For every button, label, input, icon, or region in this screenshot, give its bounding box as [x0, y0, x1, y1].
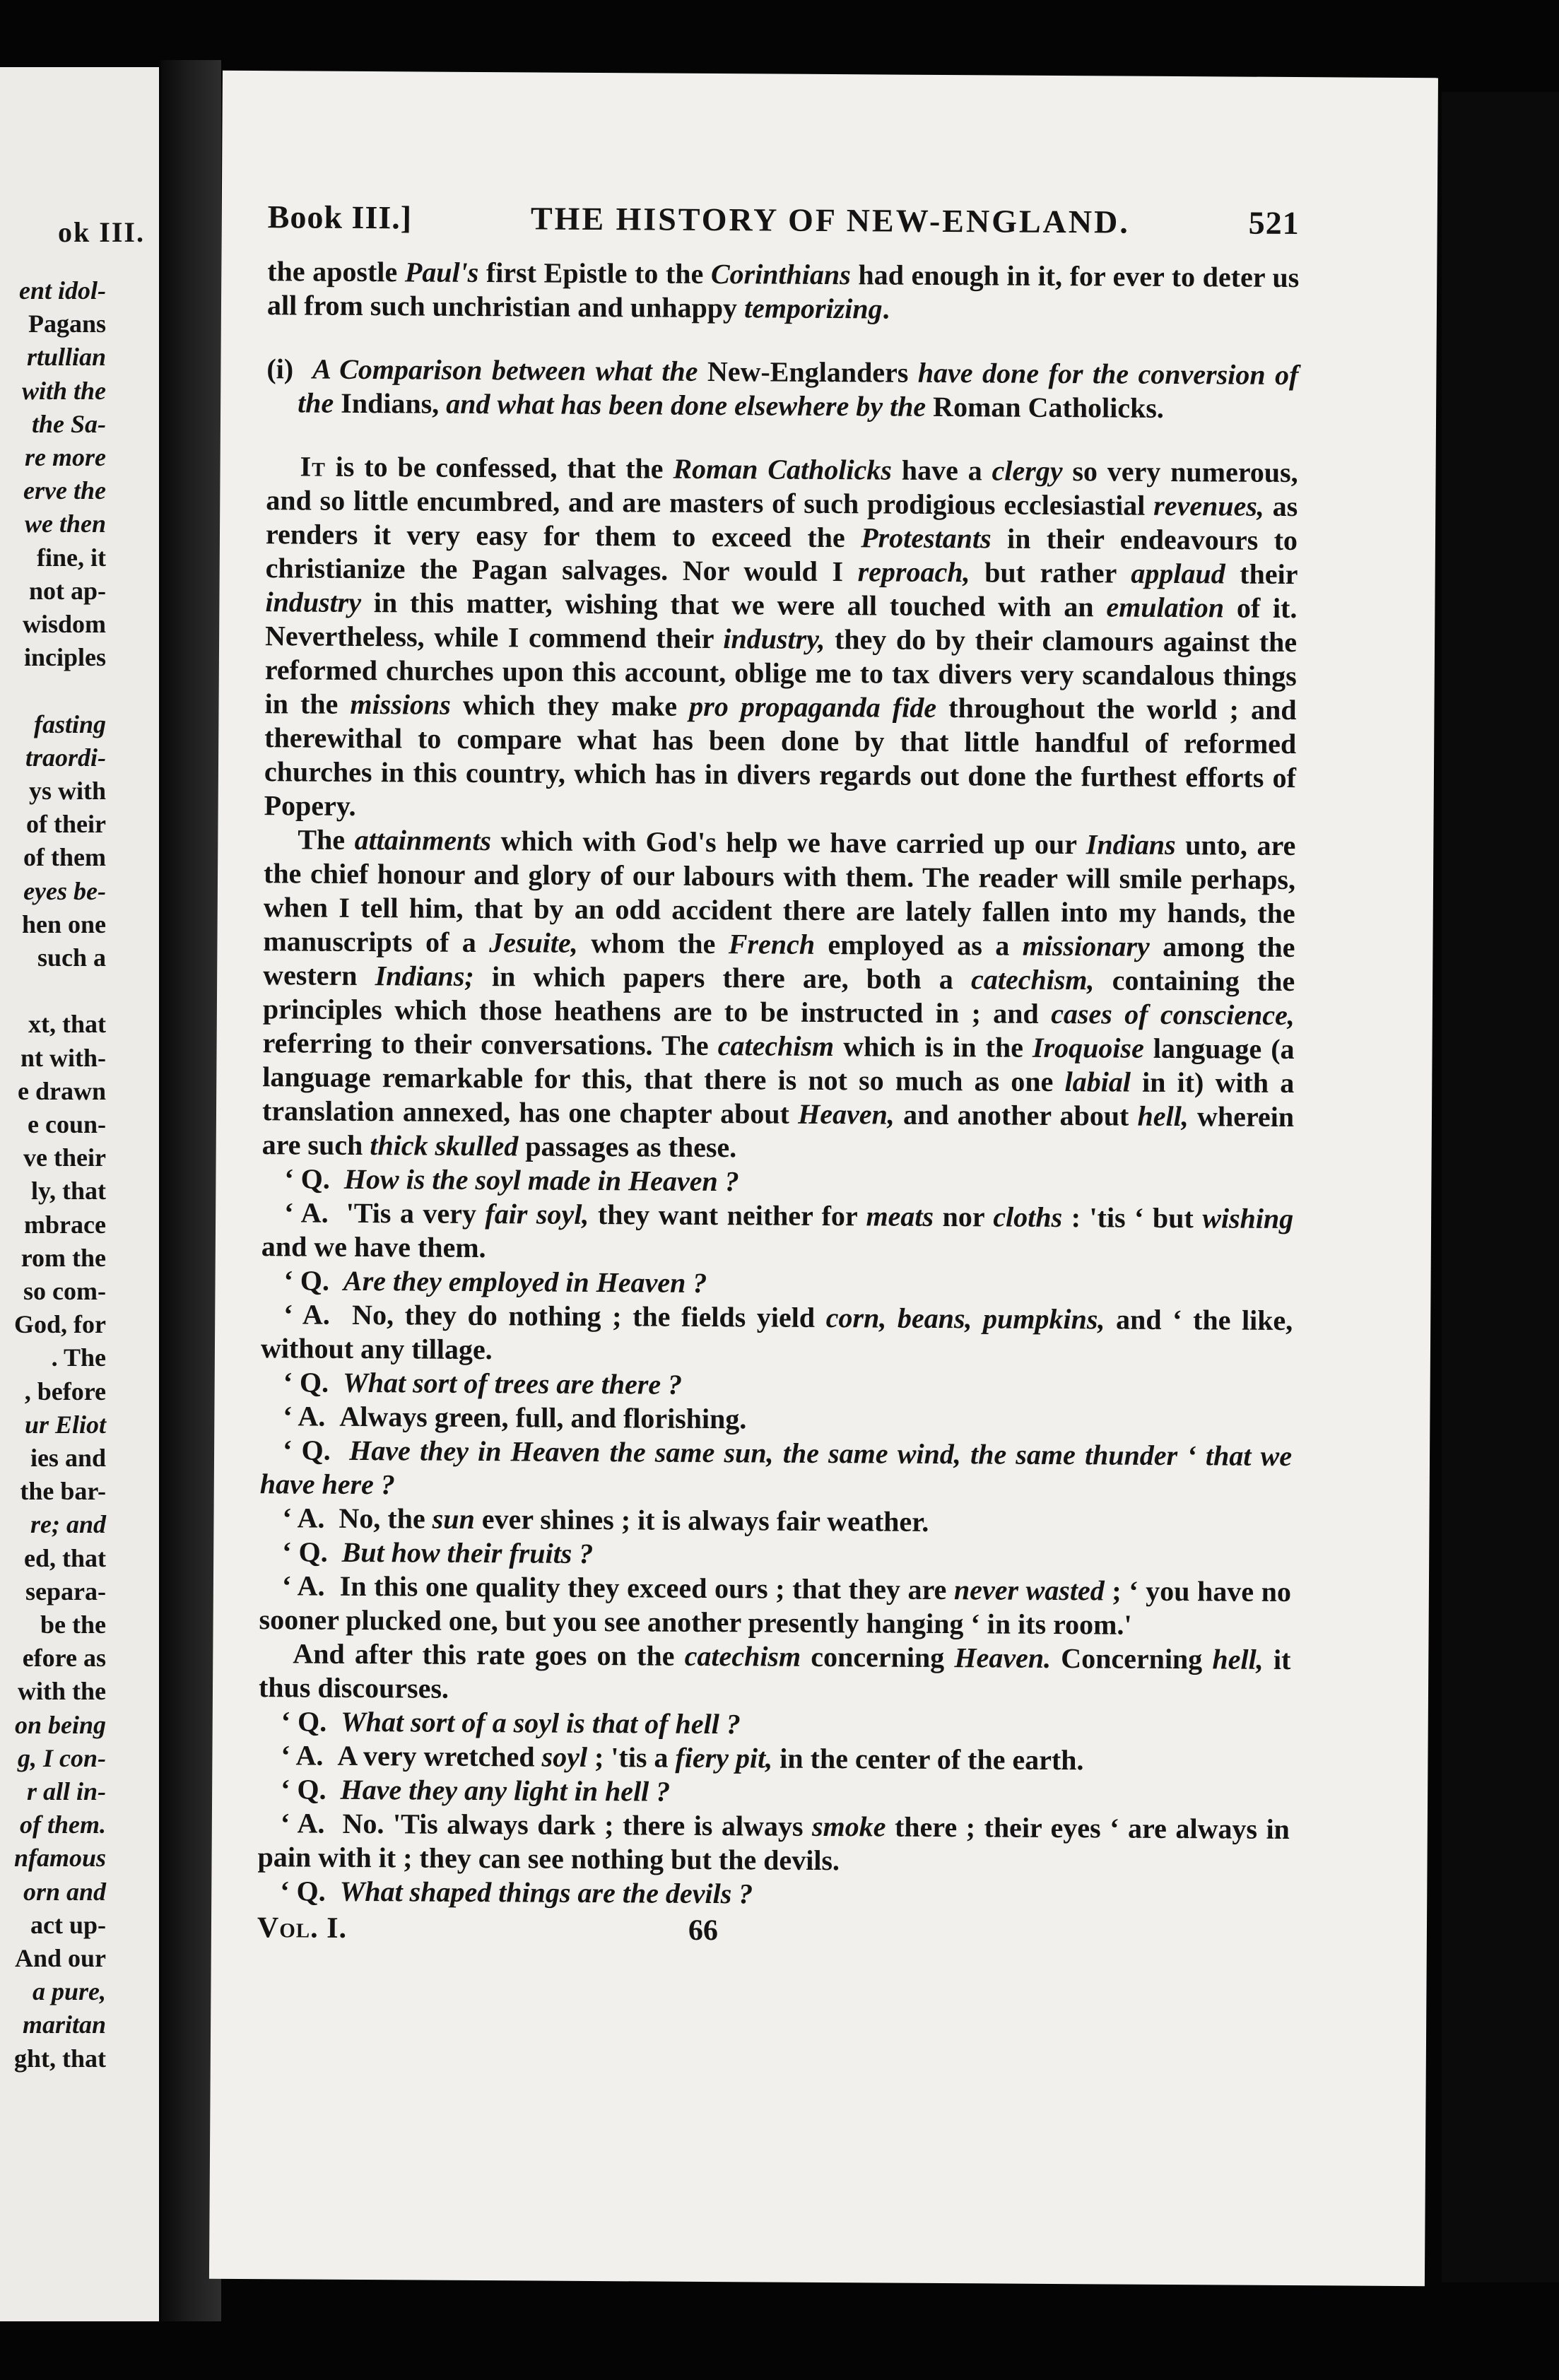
catechism-answer: ‘ A. A very wretched soyl ; 'tis a fiery pit, in the center of the earth. — [281, 1739, 1084, 1777]
facing-page-line: , before — [24, 1377, 106, 1406]
paragraph-one: It is to be confessed, that the Roman Catholicks have a clergy so very numerous, and so little encumbred, and are masters of such prodigious ecclesiastial revenues, as renders it very easy for them to exceed the Protestants in their endeavours to christianize the Pagan salvages. Nor would I reproach, but rather applaud their industry in this matter, wishing that we were all touched with an emulation of it. Nevertheless, while I commend their industry, they do by their clamours against the reformed churches upon this account, oblige me to tax divers very scandalous things in the missions which they make pro propaganda fide throughout the world ; and therewithal to compare what has been done by that little handful of reformed churches in this country, which has in divers regards out done the furthest efforts of Popery. — [264, 450, 1298, 822]
facing-page-line: fine, it — [37, 543, 106, 572]
facing-page-line: on being — [14, 1710, 106, 1739]
facing-page-line: mbrace — [24, 1210, 106, 1239]
facing-page-line: wisdom — [22, 610, 106, 638]
catechism-question: ‘ Q. But how their fruits ? — [282, 1536, 594, 1569]
facing-page-line: ur Eliot — [24, 1410, 106, 1439]
facing-page-line: a pure, — [32, 1977, 106, 2006]
facing-page-line: hen one — [21, 909, 106, 938]
catechism-question: ‘ Q. Are they employed in Heaven ? — [283, 1264, 707, 1299]
facing-page-line: such a — [37, 943, 106, 972]
facing-page-line: Pagans — [28, 310, 106, 338]
catechism-answer: ‘ A. No, they do nothing ; the fields yield corn, beans, pumpkins, and ‘ the like, without any tillage. — [260, 1298, 1293, 1366]
facing-page-line: be the — [40, 1610, 106, 1639]
page-content — [257, 198, 1300, 1952]
facing-page-line: the bar- — [20, 1477, 106, 1506]
volume-mark: Vol. I. — [257, 1911, 348, 1945]
facing-page-line: maritan — [22, 2010, 106, 2039]
facing-page-header: ok III. — [58, 216, 145, 248]
paragraph-two: The attainments which with God's help we have carried up our Indians unto, are the chief honour and glory of our labours with them. The reader will smile perhaps, when I tell him, that by an odd accident there are lately fallen into my hands, the manuscripts of a Jesuite, whom the French employed as a missionary among the western Indians; in which papers there are, both a catechism, containing the principles which those heathens are to be instructed in ; and cases of conscience, referring to their conversations. The catechism which is in the Iroquoise language (a language remarkable for this, that there is not so much as one labial in it) with a translation annexed, has one chapter about Heaven, and another about hell, wherein are such thick skulled passages as these. — [261, 823, 1296, 1164]
facing-page-line: ve their — [23, 1143, 106, 1172]
facing-page-line: eyes be- — [23, 876, 106, 905]
facing-page-line: ies and — [30, 1444, 106, 1472]
catechism-answer: ‘ A. In this one quality they exceed ours ; that they are never wasted ; ‘ you have no sooner plucked one, but you see another presently hanging ‘ in its room.' — [259, 1569, 1292, 1641]
facing-page-line: xt, that — [28, 1010, 106, 1039]
facing-page-line: with the — [21, 376, 106, 405]
facing-page-line: ent idol- — [19, 276, 106, 305]
book-page — [209, 71, 1438, 2286]
facing-page-fragment — [0, 67, 159, 2321]
facing-page-line: act up- — [30, 1910, 106, 1939]
running-title: THE HISTORY OF NEW-ENGLAND. — [530, 200, 1130, 240]
facing-page-line: the Sa- — [31, 409, 106, 438]
book-label: Book III.] — [267, 199, 413, 236]
facing-page-line: nt with- — [20, 1043, 106, 1072]
catechism-answer: ‘ A. No, the sun ever shines ; it is always fair weather. — [282, 1502, 929, 1538]
facing-page-line: ys with — [28, 777, 106, 805]
facing-page-line: And our — [14, 1944, 106, 1972]
facing-page-line: so com- — [23, 1277, 106, 1305]
catechism-question: ‘ Q. What shaped things are the devils ? — [280, 1875, 753, 1910]
facing-page-line: ed, that — [24, 1543, 106, 1572]
facing-page-line: nfamous — [13, 1844, 106, 1873]
facing-page-line: not ap- — [28, 576, 106, 605]
catechism-question: ‘ Q. Have they any light in hell ? — [281, 1773, 671, 1808]
facing-page-line: re more — [25, 443, 106, 471]
catechism-hell — [257, 1704, 1290, 1914]
catechism-question: ‘ Q. Have they in Heaven the same sun, the same wind, the same thunder ‘ that we have here ? — [259, 1434, 1293, 1501]
facing-page-line: erve the — [23, 476, 106, 505]
running-header — [267, 198, 1299, 261]
catechism-answer: ‘ A. No. 'Tis always dark ; there is always smoke there ; their eyes ‘ are always in pain with it ; they can see nothing but the devils. — [257, 1807, 1290, 1877]
facing-page-line: rtullian — [26, 343, 106, 372]
note-heading: (i) A Comparison between what the New-Englanders have done for the conversion of the Indians, and what has been done elsewhere by the Roman Catholicks. — [266, 353, 1299, 424]
catechism-question: ‘ Q. What sort of a soyl is that of hell ? — [281, 1705, 741, 1740]
facing-page-line: inciples — [23, 643, 106, 672]
facing-page-line: e drawn — [18, 1076, 106, 1105]
facing-page-line: orn and — [23, 1877, 106, 1906]
facing-page-line: God, for — [14, 1310, 106, 1339]
catechism-answer: ‘ A. 'Tis a very fair soyl, they want neither for meats nor cloths : 'tis ‘ but wishing and we have them. — [261, 1196, 1294, 1264]
facing-page-line: separa- — [25, 1577, 106, 1606]
catechism-question: ‘ Q. How is the soyl made in Heaven ? — [284, 1162, 739, 1198]
page-number: 521 — [1248, 204, 1300, 242]
facing-page-line: fasting — [33, 709, 106, 738]
bridge-paragraph: And after this rate goes on the catechism concerning Heaven. Concerning hell, it thus discourses. — [258, 1637, 1291, 1704]
scan-edge — [1442, 92, 1559, 2282]
facing-page-line: efore as — [22, 1644, 106, 1673]
facing-page-line: we then — [24, 509, 106, 538]
facing-page-line: g, I con- — [18, 1743, 106, 1772]
facing-page-line: traordi- — [25, 743, 106, 772]
facing-page-line: . The — [51, 1343, 106, 1372]
catechism-question: ‘ Q. What sort of trees are there ? — [283, 1366, 683, 1401]
signature-mark: 66 — [688, 1914, 719, 1948]
facing-page-line: ght, that — [13, 2044, 106, 2073]
facing-page-line: of them. — [20, 1810, 106, 1839]
facing-page-line: with the — [18, 1677, 106, 1706]
facing-page-line: r all in- — [26, 1777, 106, 1805]
facing-page-line: rom the — [20, 1243, 106, 1272]
page-footer — [257, 1911, 1289, 1952]
facing-page-line: ly, that — [30, 1177, 106, 1206]
catechism-heaven — [259, 1162, 1293, 1643]
facing-page-line: of their — [26, 810, 106, 839]
facing-page-line: of them — [23, 843, 106, 872]
facing-page-line: e coun- — [28, 1110, 106, 1138]
catechism-answer: ‘ A. Always green, full, and florishing. — [283, 1400, 747, 1435]
intro-paragraph: the apostle Paul's first Epistle to the Corinthians had enough in it, for ever to deter us all from such unchristian and unhappy temporizing. — [266, 255, 1300, 325]
facing-page-line: re; and — [30, 1510, 106, 1539]
